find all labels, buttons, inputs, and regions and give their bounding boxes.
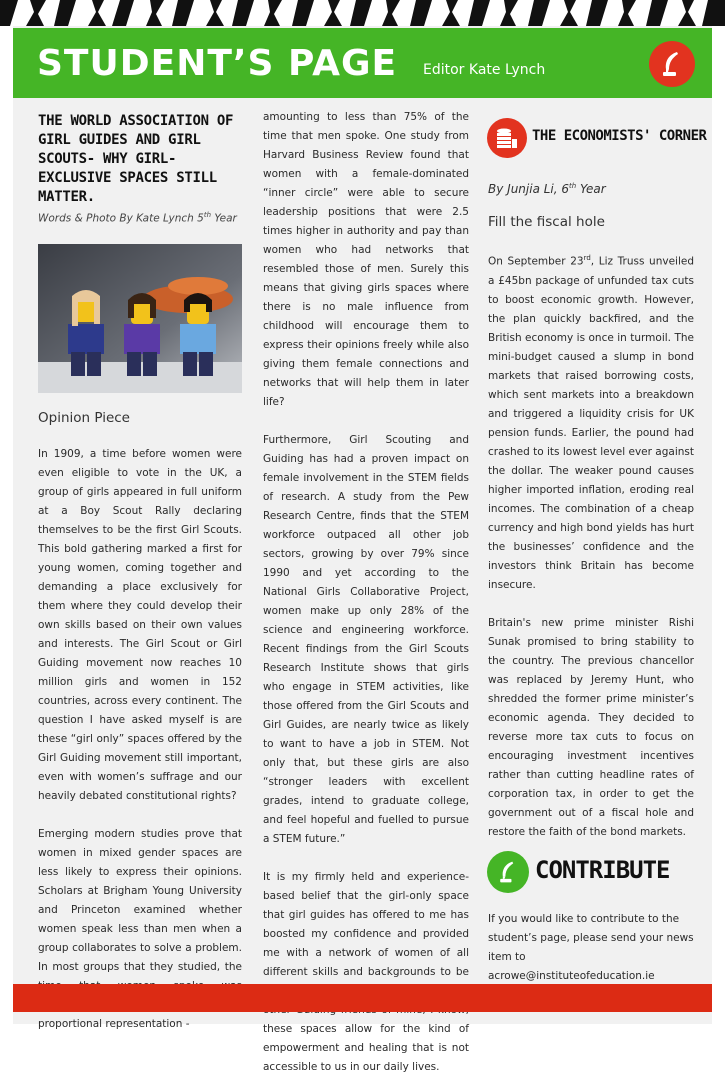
contribute-heading: CONTRIBUTE bbox=[535, 856, 670, 884]
article-paragraph: Emerging modern studies prove that women in mixed gender spaces are less likely to express their opinions. Scholars at Brigham Young University and Princeton examined whether women speak less than men when a group collaborates to solve a problem. In most groups that they studied, the proportional representation - bbox=[38, 828, 242, 1030]
article-body-column-1 bbox=[38, 410, 242, 1034]
economists-heading: THE ECONOMISTS' CORNER bbox=[532, 128, 707, 144]
economists-column bbox=[488, 182, 694, 842]
article-headline: THE WORLD ASSOCIATION OF GIRL GUIDES AND GIRL SCOUTS- WHY GIRL-EXCLUSIVE SPACES STILL MATTER. bbox=[38, 113, 234, 205]
article-paragraph: amounting to less than 75% of the time that men spoke. One study from Harvard Business Review found that women with a female-dominated “inner circle” were able to secure leadership positions that were 2.5 times higher in authority and pay than women who had networks that resembled those of men. Surely this means that giving girls spaces where there is no male influence from childhood will encourage them to express their opinions freely while also giving them female connections and networks that will help them in later life? bbox=[263, 111, 469, 408]
footer-bar bbox=[13, 984, 712, 1012]
contribute-section bbox=[488, 910, 694, 986]
article-paragraph: Furthermore, Girl Scouting and Guiding has had a proven impact on female involvement in the STEM fields of research. A study from the Pew Research Centre, finds that the STEM workforce outpaced all other job sectors, growing by over 79% since 1990 and yet according to the National Girls Collaborative Project, women make up only 28% of the science and engineering workforce. Recent findings from the Girl Scouts Research Institute shows that girls who engage in STEM activities, like those offered from the Girl Scouts and Girl Guides, are nearly twice as likely to want to have a job in STEM. Not only that, but these girls are also “stronger leaders with excellent grades, intend to graduate college, and feel hopeful and fuelled to pursue a STEM future.” bbox=[263, 434, 469, 845]
coin-stack-icon bbox=[487, 118, 527, 158]
economists-title: Fill the fiscal hole bbox=[488, 214, 605, 230]
three-lego-girl-figures-photo bbox=[38, 244, 242, 393]
economists-byline: By Junjia Li, 6th Year bbox=[488, 182, 606, 196]
article-column-2 bbox=[263, 108, 469, 1077]
quill-pen-icon bbox=[649, 41, 695, 87]
economists-paragraph: Britain's new prime minister Rishi Sunak promised to bring stability to the country. The previous chancellor was replaced by Jeremy Hunt, who shredded the former prime minister’s economic agenda. They decided to reverse more tax cuts to focus on encouraging investment incentives rather than cutting headline rates of corporation tax, in order to get the government out of a fiscal hole and restore the faith of the bond markets. bbox=[488, 616, 694, 838]
zebra-stripe-banner bbox=[0, 0, 725, 26]
quill-pen-icon bbox=[487, 851, 529, 893]
contribute-text: If you would like to contribute to the student’s page, please send your news item to acrowe@instituteofeducation.ie bbox=[488, 913, 694, 982]
page-header bbox=[13, 28, 712, 98]
section-title: Opinion Piece bbox=[38, 410, 130, 426]
page-title: STUDENT’S PAGE bbox=[37, 43, 398, 84]
economists-paragraph: On September 23rd, Liz Truss unveiled a £45bn package of unfunded tax cuts to boost economic growth. However, the plan quickly backfired, and the British economy is once in turmoil. The mini-budget caused a slump in bond markets that raised borrowing costs, which sent markets into a breakdown and triggered a liquidity crisis for UK pension funds. Earlier, the pound had crashed to its lowest level ever against the dollar. The weaker pound causes higher imported inflation, eroding real incomes. The combination of a cheap currency and high bond yields has hurt the businesses’ confidence and the investors think Britain has become insecure. bbox=[488, 254, 694, 591]
editor-name: Editor Kate Lynch bbox=[423, 62, 546, 78]
article-column-1 bbox=[38, 112, 242, 225]
article-paragraph: It is my firmly held and experience-based belief that the girl-only space that girl guides has offered to me has boosted my confidence and provided me with a network of women of all different skills and backgrounds to be these spaces allow for the kind of empowerment and healing that is not accessible to us in our daily lives. bbox=[263, 871, 469, 1073]
article-credit: Words & Photo By Kate Lynch 5th Year bbox=[38, 211, 237, 225]
article-paragraph: In 1909, a time before women were even eligible to vote in the UK, a group of girls appeared in full uniform at a Boy Scout Rally declaring themselves to be the first Girl Scouts. This bold gathering marked a first for young women, coming together and demanding a place exclusively for them where they could develop their own skills based on their own values and interests. The Girl Scout or Girl Guiding movement now reaches 10 million girls and women in 152 countries, across every continent. The question I have asked myself is are these “girl only” spaces offered by the Girl Guiding movement still important, even with women’s suffrage and our heavily debated constitutional rights? bbox=[38, 448, 242, 802]
